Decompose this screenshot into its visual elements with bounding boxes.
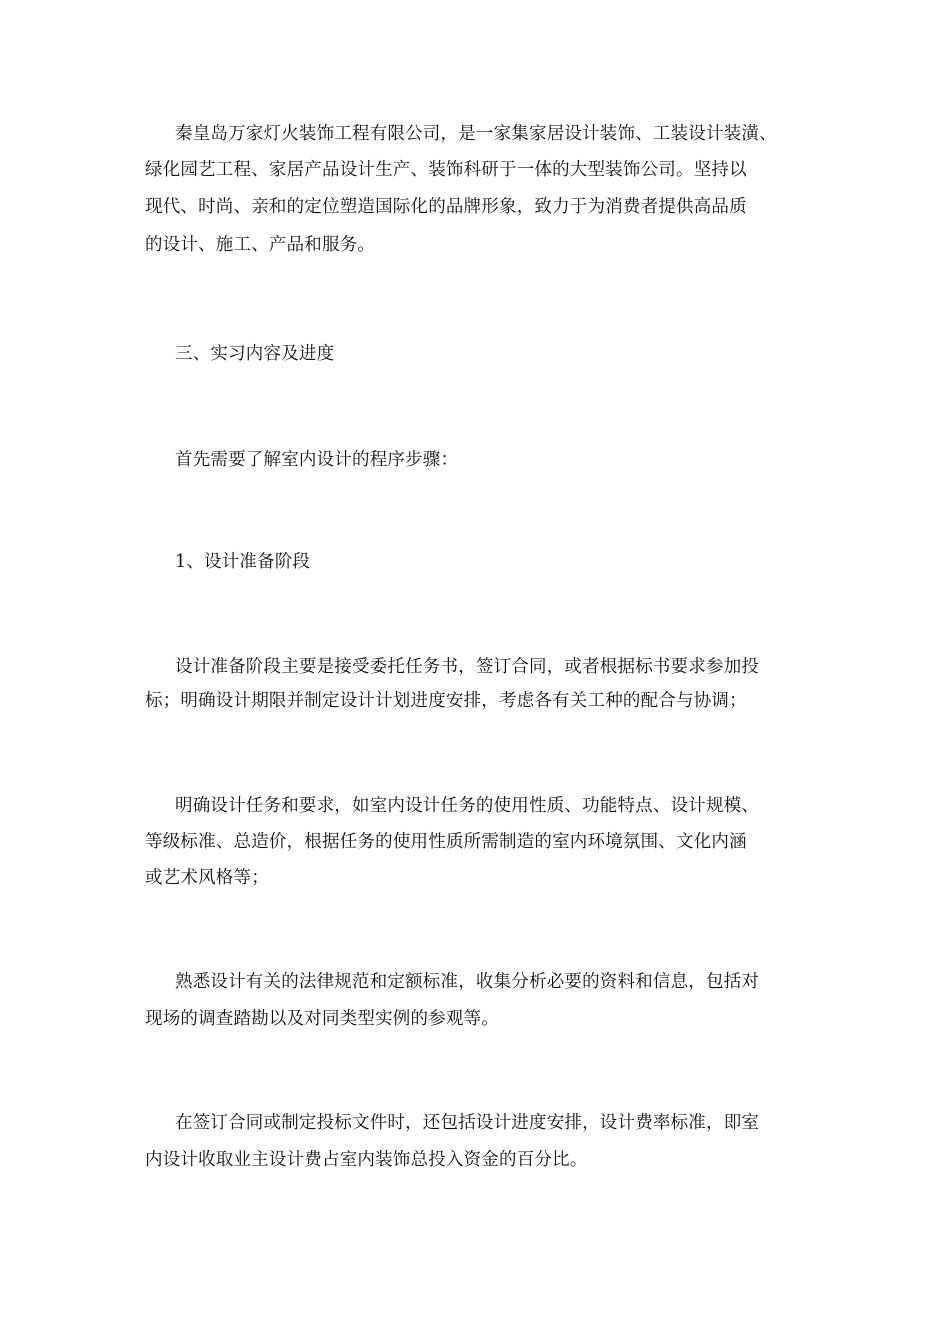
paragraph-1-line-4: 的设计、施工、产品和服务。 — [145, 235, 376, 255]
paragraph-1-line-3: 现代、时尚、亲和的定位塑造国际化的品牌形象，致力于为消费者提供高品质 — [145, 197, 747, 217]
paragraph-6-line-1: 明确设计任务和要求，如室内设计任务的使用性质、功能特点、设计规模、 — [175, 796, 760, 816]
paragraph-3-line-1: 首先需要了解室内设计的程序步骤： — [175, 450, 459, 470]
paragraph-6-line-2: 等级标准、总造价，根据任务的使用性质所需制造的室内环境氛围、文化内涵 — [145, 832, 747, 852]
paragraph-5-line-1: 设计准备阶段主要是接受委托任务书，签订合同，或者根据标书要求参加投 — [175, 657, 760, 677]
subheading-design-preparation: 1、设计准备阶段 — [175, 552, 311, 572]
paragraph-7-line-1: 熟悉设计有关的法律规范和定额标准，收集分析必要的资料和信息，包括对 — [175, 972, 760, 992]
paragraph-8-line-2: 内设计收取业主设计费占室内装饰总投入资金的百分比。 — [145, 1150, 588, 1170]
paragraph-7-line-2: 现场的调查踏勘以及对同类型实例的参观等。 — [145, 1009, 499, 1029]
paragraph-8-line-1: 在签订合同或制定投标文件时，还包括设计进度安排，设计费率标准，即室 — [175, 1113, 760, 1133]
paragraph-1-line-1: 秦皇岛万家灯火装饰工程有限公司，是一家集家居设计装饰、工装设计装潢、 — [175, 124, 777, 144]
paragraph-1-line-2: 绿化园艺工程、家居产品设计生产、装饰科研于一体的大型装饰公司。坚持以 — [145, 160, 747, 180]
section-heading: 三、实习内容及进度 — [175, 344, 335, 364]
paragraph-5-line-2: 标；明确设计期限并制定设计计划进度安排，考虑各有关工种的配合与协调； — [145, 691, 747, 711]
paragraph-6-line-3: 或艺术风格等； — [145, 868, 269, 888]
